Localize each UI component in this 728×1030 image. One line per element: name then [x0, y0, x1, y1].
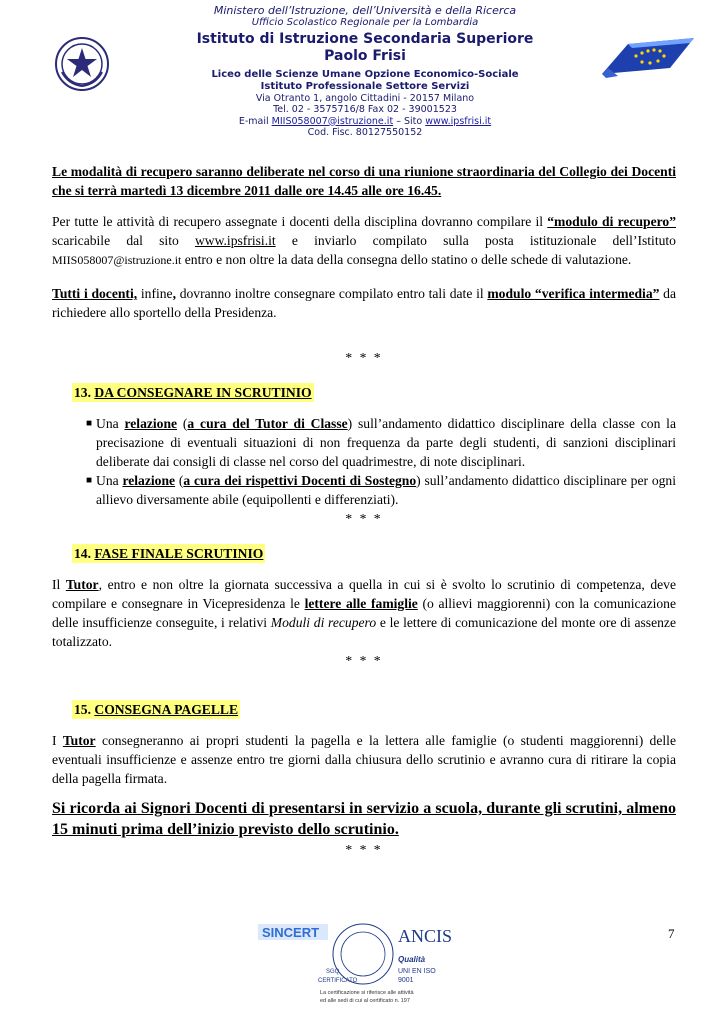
text-span: da richiedere allo sportello della Presidenza. [52, 286, 676, 320]
section-13-list [52, 414, 676, 509]
text-span: ) sull’andamento didattico disciplinare della classe con la precisazione di eventuali situazioni di non frequenza da parte degli studenti, di sanzioni disciplinari deliberate dai consigli di classe nel corso del quadrimestre, di note disciplinari. [96, 416, 676, 469]
text-span: ( [175, 473, 184, 488]
section-separator: * * * [345, 511, 383, 526]
iso-text: 9001 [398, 977, 414, 984]
text-span: dovranno inoltre consegnare compilato entro tali date il [175, 286, 488, 301]
section-14-paragraph [52, 575, 676, 651]
text-span: Tutor [62, 733, 96, 748]
text-span: relazione [124, 416, 178, 431]
text-span: (o allievi maggiorenni) con la comunicazione delle insufficienze conseguite, i relativi [52, 596, 677, 630]
fiscal-code-line: Cod. Fisc. 80127550152 [307, 126, 423, 138]
text-span: a cura del Tutor di Classe [187, 416, 348, 431]
text-span: entro e non oltre la data della consegna dello statino o delle schede di valutazione. [181, 252, 632, 267]
site-link[interactable]: www.ipsfrisi.it [425, 115, 492, 127]
section-15-paragraph [52, 731, 676, 788]
sgq-text: SGQ [326, 969, 340, 975]
sincert-text: SINCERT [262, 925, 320, 940]
ancis-seal-icon [333, 924, 393, 984]
text-span: I [52, 733, 63, 748]
phone-line: Tel. 02 - 3575716/8 Fax 02 - 39001523 [273, 104, 457, 116]
letterhead-text [180, 4, 550, 138]
recovery-paragraph: Le modalità di recupero saranno deliberate nel corso di una riunione straordinaria del Collegio dei Docenti che si terrà martedì 13 dicembre 2011 dalle ore 14.45 alle ore 16.45. [52, 164, 676, 198]
section-title: FASE FINALE SCRUTINIO [94, 546, 264, 561]
certification-logo [258, 922, 468, 1006]
text-span: , entro e non oltre la giornata successiva a quella in cui si è svolto lo scrutinio di competenza, deve compilare e consegnare in Vicepresidenza le [52, 577, 676, 611]
email-label: E-mail [238, 115, 272, 127]
text-span: Per tutte le attività di recupero assegnate i docenti della disciplina dovranno compilare il [52, 214, 548, 229]
section-13-heading-row [52, 383, 676, 402]
seal-inner-ring [341, 932, 385, 976]
site-link[interactable]: www.ipsfrisi.it [194, 233, 276, 248]
text-span: relazione [122, 473, 176, 488]
text-span: Tutor [65, 577, 99, 592]
ancis-text: ANCIS [398, 926, 453, 946]
liceo-line: Liceo delle Scienze Umane Opzione Economico-Sociale [211, 68, 519, 80]
uni-text: UNI EN ISO [398, 968, 436, 975]
section-separator: * * * [345, 653, 383, 668]
section-15-heading-row [52, 700, 676, 719]
section-13-heading [72, 383, 314, 402]
recovery-module-paragraph [52, 212, 676, 270]
text-span: lettere alle famiglie [304, 596, 418, 611]
text-span: a cura dei rispettivi Docenti di Sostegno [183, 473, 417, 488]
email-text: MIIS058007@istruzione.it [52, 253, 182, 267]
page-number: 7 [668, 926, 675, 941]
section-15-heading [72, 700, 240, 719]
text-span: , [172, 286, 176, 301]
certification-note-2: ed alle sedi di cui al certificato n. 197 [320, 998, 410, 1004]
text-span: Una [96, 416, 125, 431]
school-name: Paolo Frisi [324, 47, 406, 64]
recovery-module-label: “modulo di recupero” [547, 214, 676, 229]
section-14-heading-row [52, 544, 676, 563]
section-separator: * * * [345, 842, 383, 857]
certificato-text: CERTIFICATO [318, 978, 358, 984]
email-link[interactable]: MIIS058007@istruzione.it [271, 115, 394, 127]
professional-institute-line: Istituto Professionale Settore Servizi [260, 80, 470, 92]
text-span: e le lettere di comunicazione del monte ore di assenze totalizzato. [52, 615, 676, 649]
bullet-icon: ■ [86, 475, 93, 486]
institute-line: Istituto di Istruzione Secondaria Superiore [196, 31, 534, 48]
certification-note-1: La certificazione si riferisce alle attività [320, 990, 414, 996]
section-number: 14. [74, 546, 95, 561]
qualita-text: Qualità [398, 955, 426, 964]
text-span: ( [177, 416, 188, 431]
text-span: e inviarlo compilato sulla posta istituzionale dell’Istituto [275, 233, 676, 248]
section-title: CONSEGNA PAGELLE [94, 702, 239, 717]
eu-flag-logo-icon [598, 34, 698, 80]
letterhead [0, 0, 728, 160]
list-item [88, 414, 676, 471]
text-span: Moduli di recupero [270, 615, 377, 630]
text-span: Il [52, 577, 66, 592]
section-14-heading [72, 544, 265, 563]
text-span: Una [96, 473, 123, 488]
ministry-line: Ministero dell’Istruzione, dell’Università e della Ricerca [213, 4, 517, 17]
site-label: – Sito [393, 115, 426, 127]
teachers-paragraph [52, 284, 676, 322]
section-title: DA CONSEGNARE IN SCRUTINIO [94, 385, 312, 400]
section-number: 13. [74, 385, 95, 400]
bullet-icon: ■ [86, 418, 93, 429]
text-span: ) sull’andamento didattico disciplinare per ogni allievo diversamente abile (equipollenti e differenziati). [96, 473, 676, 507]
all-teachers-label: Tutti i docenti, [52, 286, 138, 301]
italian-republic-emblem-icon [54, 36, 110, 92]
address-line: Via Otranto 1, angolo Cittadini - 20157 Milano [255, 92, 475, 104]
text-span: infine [137, 286, 173, 301]
section-number: 15. [74, 702, 95, 717]
document-body [52, 162, 676, 859]
reminder-paragraph: Si ricorda ai Signori Docenti di presentarsi in servizio a scuola, durante gli scrutini, almeno 15 minuti prima dell’inizio previsto dello scrutinio. [52, 800, 676, 838]
text-span: consegneranno ai propri studenti la pagella e la lettera alle famiglie (o studenti maggiorenni) delle eventuali insufficienze e assenze entro tre giorni dalla chiusura dello scrutinio e avranno cura di ritirare la copia della pagella firmata. [52, 733, 676, 786]
intermediate-check-label: modulo “verifica intermedia” [487, 286, 660, 301]
office-line: Ufficio Scolastico Regionale per la Lombardia [251, 17, 479, 29]
text-span: scaricabile dal sito [52, 233, 195, 248]
section-separator: * * * [345, 350, 383, 365]
list-item [88, 471, 676, 509]
contact-line [180, 116, 550, 127]
